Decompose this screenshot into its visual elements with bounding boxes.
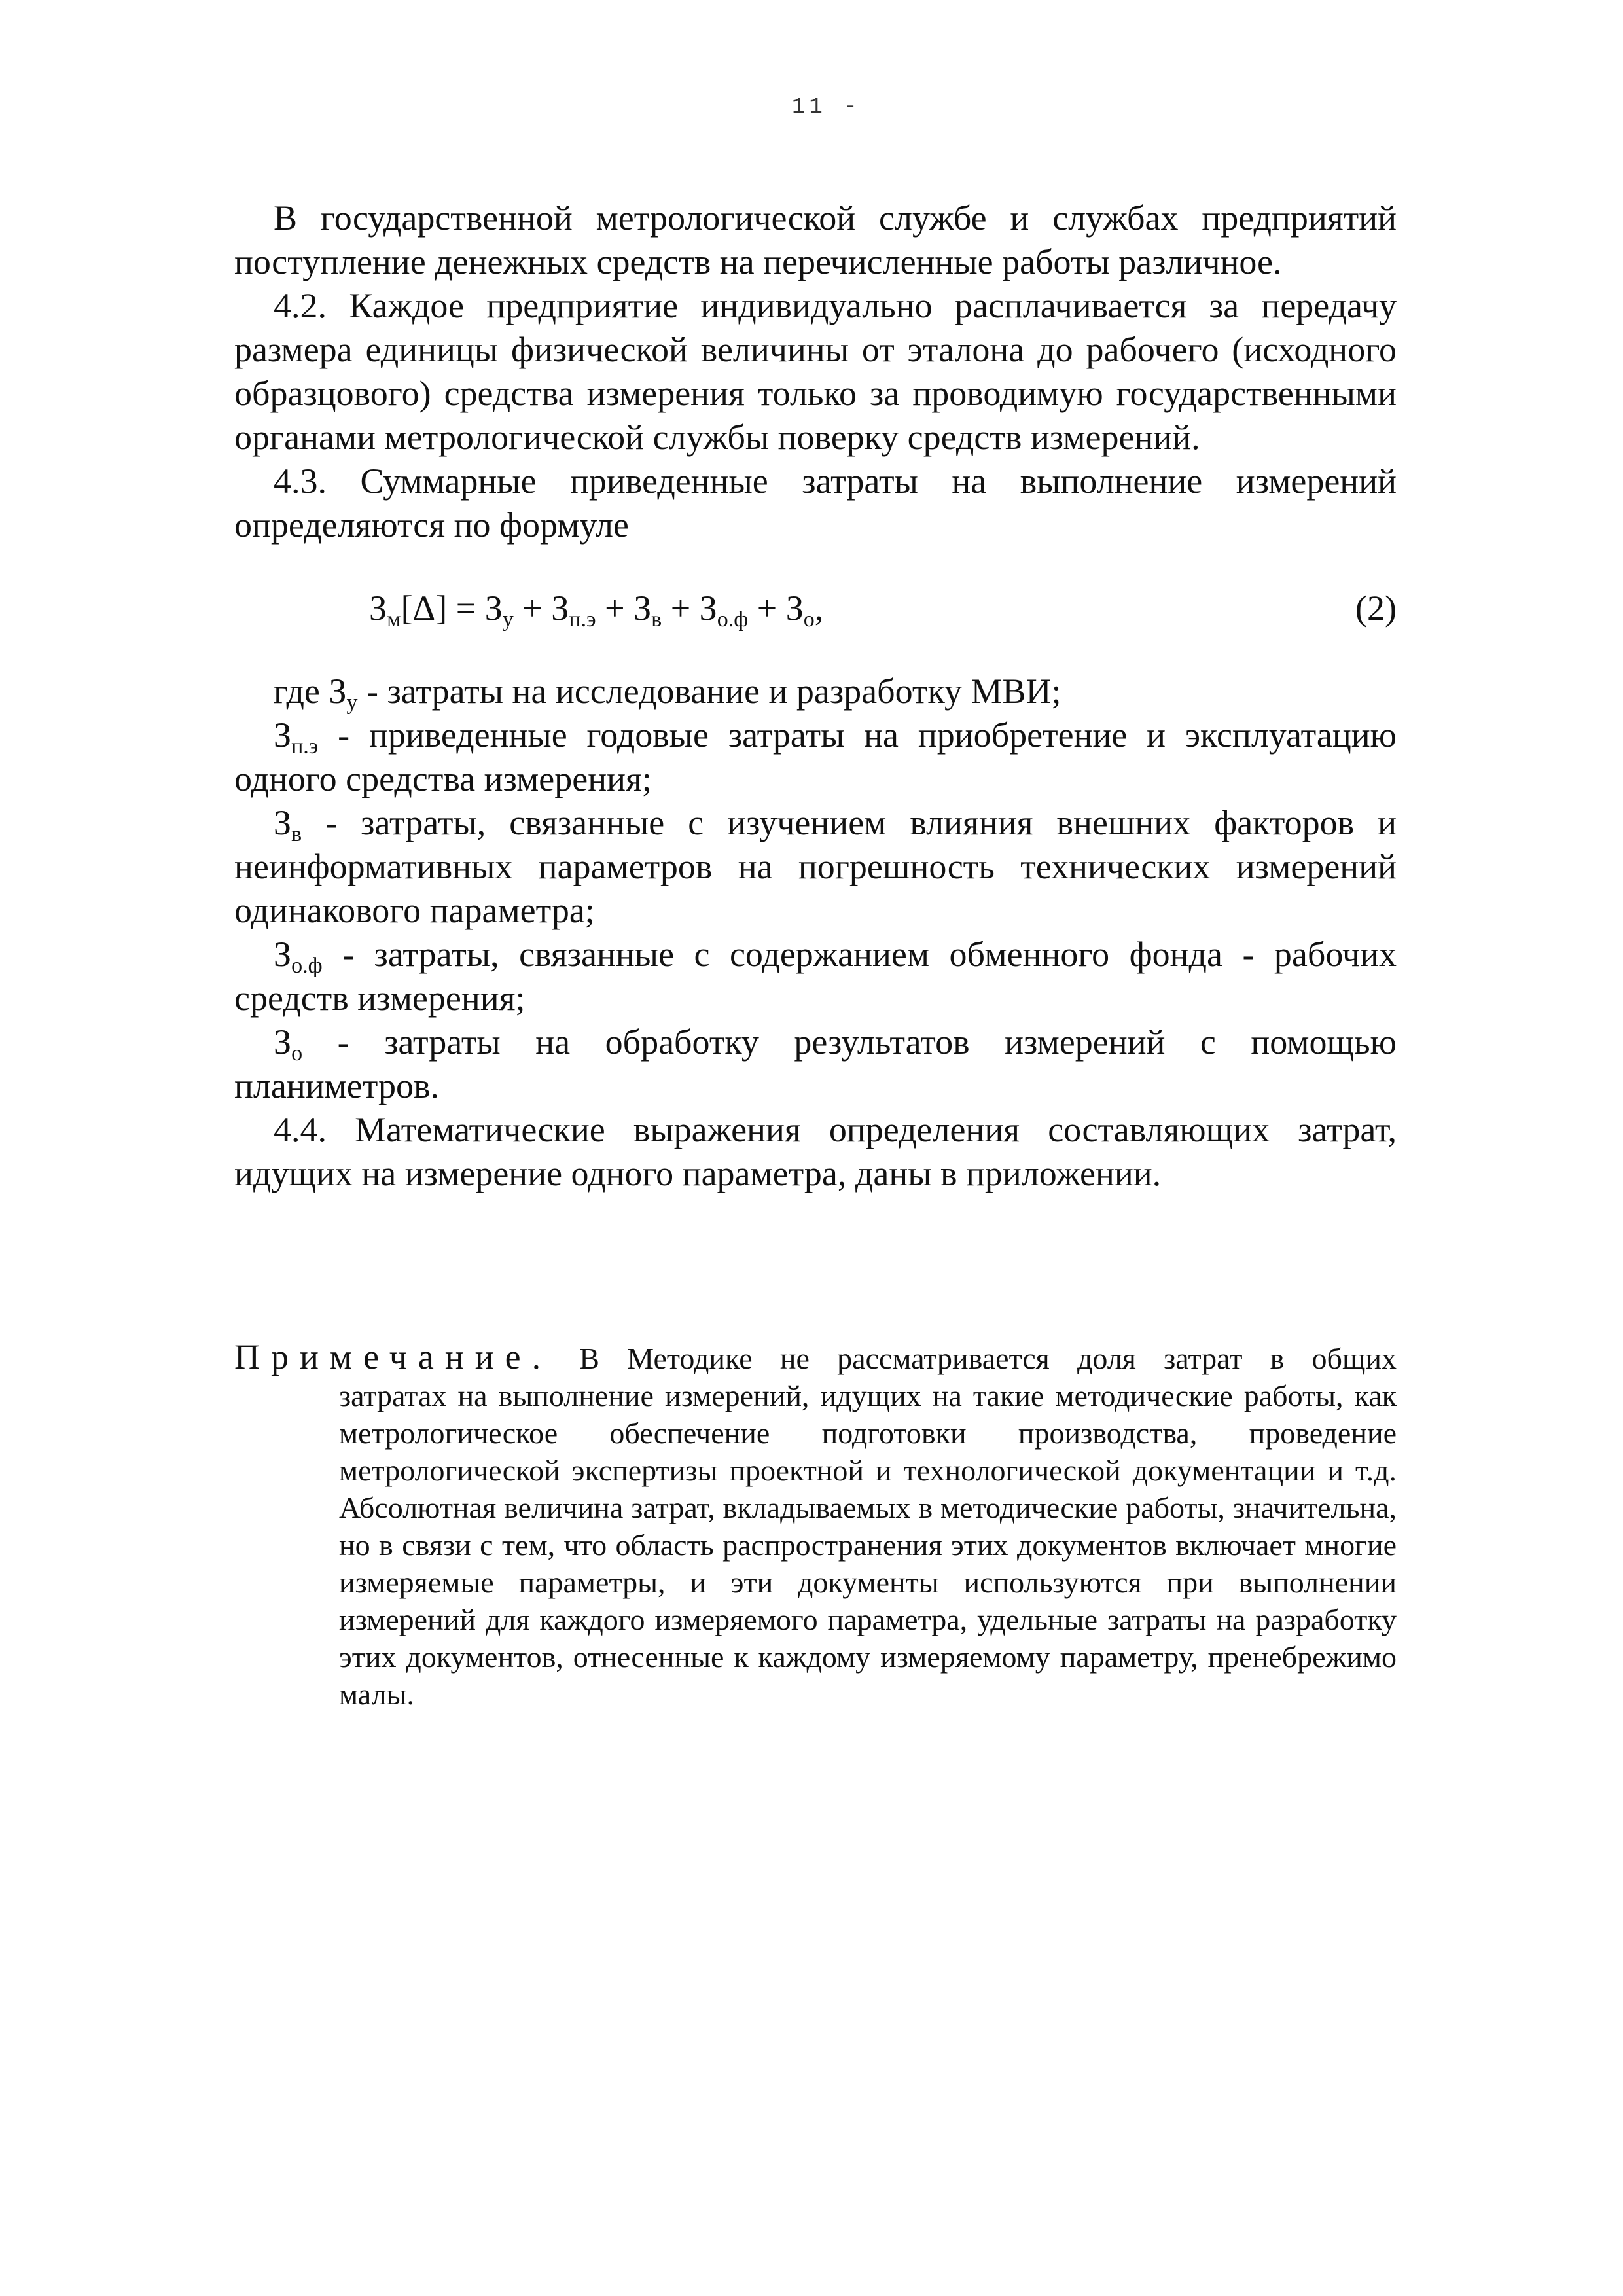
definition-zo: $З_о$ - затраты на обработку результатов измерений с помощью планиметров.	[234, 1022, 1397, 1105]
note	[234, 1338, 1397, 1713]
definition-zu: где $З_у$ - затраты на исследование и разработку МВИ;	[274, 672, 1061, 715]
note-first-line	[234, 1338, 1397, 1377]
paragraph-4-4: 4.4. Математические выражения определения составляющих затрат, идущих на измерение одного параметра, даны в приложении.	[234, 1110, 1397, 1193]
note-label: Примечание.	[234, 1337, 552, 1376]
definition-zpe: $З_{п.э}$ - приведенные годовые затраты на приобретение и эксплуатацию одного средства измерения;	[234, 715, 1397, 798]
paragraph-4-2: 4.2. Каждое предприятие индивидуально расплачивается за передачу размера единицы физической величины от эталона до рабочего (исходного образцового) средства измерения только за проводимую государственными органами метрологической службы поверку средств измерений.	[234, 286, 1397, 457]
main-text	[234, 196, 1397, 1196]
note-body: затратах на выполнение измерений, идущих на такие методические работы, как метрологическое обеспечение подготовки производства, проведение метрологической экспертизы проектной и технологической документации и т.д. Абсолютная величина затрат, вкладываемых в методические работы, значительна, но в связи с тем, что область распространения этих документов включает многие измеряемые параметры, и эти документы используются при выполнении измерений для каждого измеряемого параметра, удельные затраты на разработку этих документов, отнесенные к каждому измеряемому параметру, пренебрежимо малы.	[339, 1379, 1397, 1711]
paragraph-intro: В государственной метрологической службе и службах предприятий поступление денежных средств на перечисленные работы различное.	[234, 198, 1397, 281]
formula: $З_м[\Delta] = З_у + З_{п.э} + З_в + З_{о.ф} + З_о$,	[369, 588, 824, 632]
page-number: 11 -	[792, 95, 861, 120]
definition-zof: $З_{о.ф}$ - затраты, связанные с содержанием обменного фонда - рабочих средств измерения;	[234, 935, 1397, 1018]
formula-number: (2)	[1355, 588, 1397, 628]
note-first-text: В Методике не рассматривается доля затрат в общих	[579, 1342, 1397, 1375]
formula-row	[234, 586, 1397, 630]
definition-zv: $З_в$ - затраты, связанные с изучением влияния внешних факторов и неинформативных параметров на погрешность технических измерений одинакового параметра;	[234, 803, 1397, 930]
paragraph-4-3: 4.3. Суммарные приведенные затраты на выполнение измерений определяются по формуле	[234, 461, 1397, 545]
